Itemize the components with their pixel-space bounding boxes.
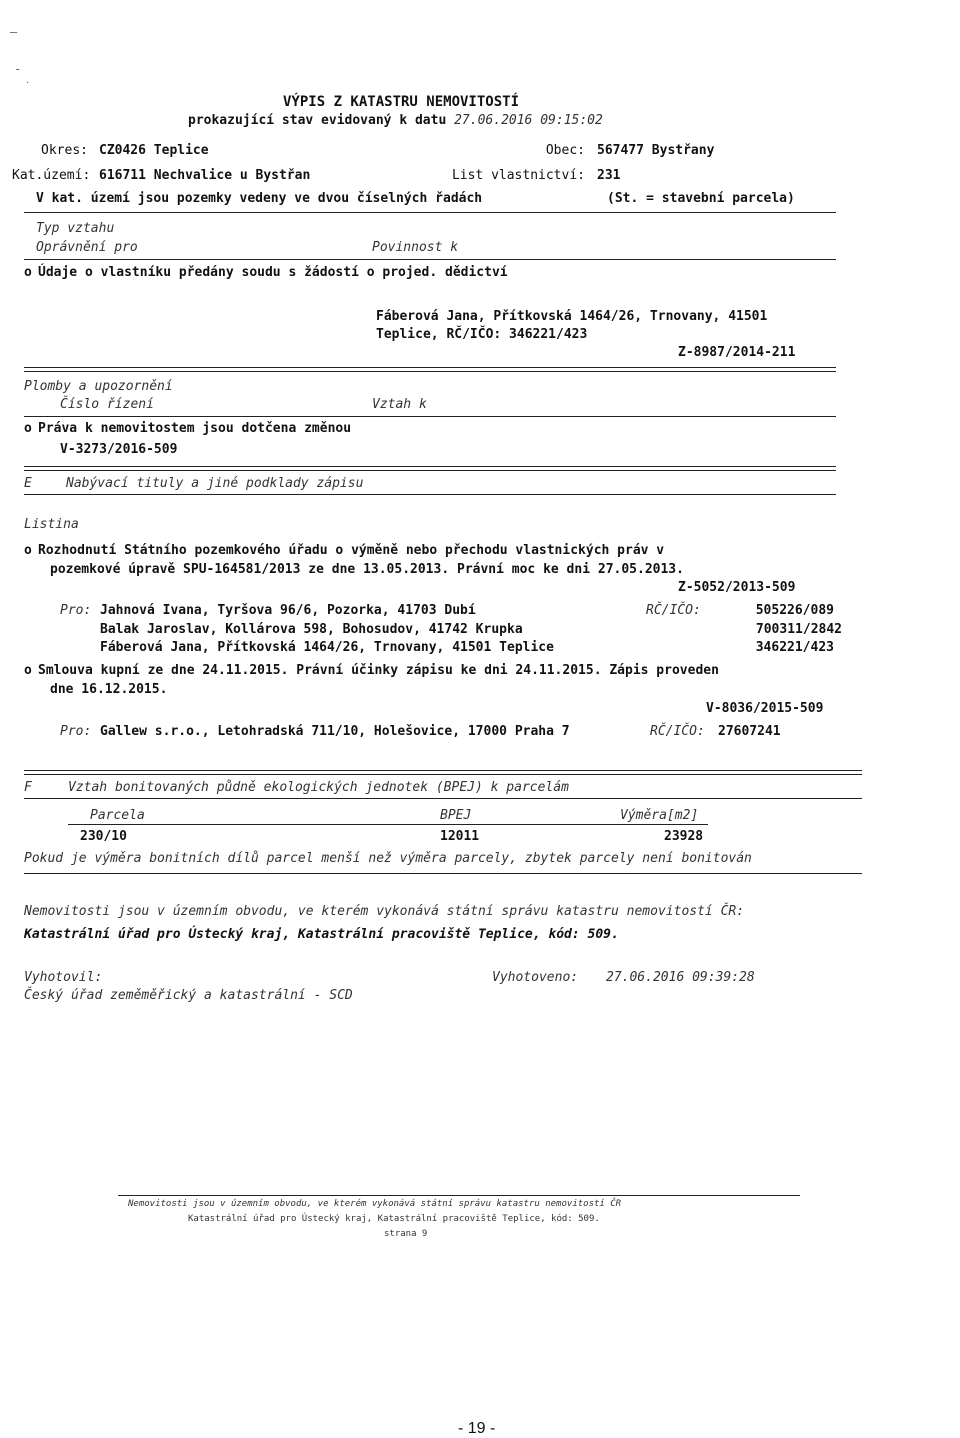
vztah-k-heading: Vztah k [372,397,427,412]
footer-page-label: strana 9 [384,1229,428,1239]
pro-label: Pro: [60,603,92,618]
listina-item-1-line1: o Rozhodnutí Státního pozemkového úřadu o výměně nebo přechodu vlastnických práv v [24,543,665,558]
pro-label-2: Pro: [60,724,92,739]
double-divider [24,770,862,775]
typ-vztahu-heading: Typ vztahu [36,221,115,236]
plomby-heading: Plomby a upozornění [24,379,173,394]
plomby-item: o Práva k nemovitostem jsou dotčena změnou [24,421,352,436]
page-number: - 19 - [458,1420,496,1437]
bpej-col-bpej: BPEJ [440,808,472,823]
rc-label: RČ/IČO: [646,603,701,618]
typ-item: o Údaje o vlastníku předány soudu s žádostí o projed. dědictví [24,265,508,280]
company-row: Gallew s.r.o., Letohradská 711/10, Holešovice, 17000 Praha 7 [100,724,570,739]
section-f-title: Vztah bonitovaných půdně ekologických jednotek (BPEJ) k parcelám [68,780,569,795]
rc-label-2: RČ/IČO: [650,724,705,739]
footer-small-line-2: Katastrální úřad pro Ústecký kraj, Katastrální pracoviště Teplice, kód: 509. [188,1214,600,1224]
bpej-col-vymera: Výměra[m2] [620,808,699,823]
scan-mark: ˙ [24,80,32,94]
opravneni-pro-heading: Oprávnění pro [36,240,138,255]
scan-mark: - [14,62,22,76]
katuzemi-value: 616711 Nechvalice u Bystřan [99,168,311,183]
section-e-letter: E [24,476,32,491]
okres-value: CZ0426 Teplice [99,143,209,158]
person-rc-1: 505226/089 [755,603,834,618]
numbering-note: V kat. území jsou pozemky vedeny ve dvou číselných řadách [36,191,483,206]
vyhotovil-label: Vyhotovil: [24,970,103,985]
divider [24,494,836,495]
okres-label: Okres: [41,143,88,158]
divider [24,873,862,874]
divider [24,798,862,799]
document-subtitle: prokazující stav evidovaný k datu 27.06.2016 09:15:02 [188,113,603,128]
divider [24,416,836,417]
person-rc-3: 346221/423 [755,640,834,655]
scan-mark: – [10,25,18,39]
person-row-2: Balak Jaroslav, Kollárova 598, Bohosudov, 41742 Krupka [100,622,523,637]
document-title: VÝPIS Z KATASTRU NEMOVITOSTÍ [283,94,520,110]
bullet-icon: o [24,543,32,558]
bpej-row-vymera: 23928 [664,829,704,844]
bullet-icon: o [24,663,32,678]
person-row-1: Jahnová Ivana, Tyršova 96/6, Pozorka, 41703 Dubí [100,603,476,618]
company-ico: 27607241 [718,724,781,739]
listina-label: Listina [24,517,79,532]
office-line-1: Nemovitosti jsou v územním obvodu, ve kterém vykonává státní správu katastru nemovitostí ČR: [24,904,745,919]
divider [68,824,708,825]
vyhotoveno-value: 27.06.2016 09:39:28 [606,970,755,985]
lv-value: 231 [597,168,621,183]
owner-address-line2: Teplice, RČ/IČO: 346221/423 [376,327,588,342]
double-divider [24,367,836,372]
numbering-note-right: (St. = stavební parcela) [607,191,795,206]
divider [24,259,836,260]
bpej-note: Pokud je výměra bonitních dílů parcel menší než výměra parcely, zbytek parcely není bonitován [24,851,752,866]
person-row-3: Fáberová Jana, Přítkovská 1464/26, Trnovany, 41501 Teplice [100,640,554,655]
listina-item-1-reference: Z-5052/2013-509 [678,580,796,595]
vyhotoveno-label: Vyhotoveno: [492,970,579,985]
footer-small-line-1: Nemovitosti jsou v územním obvodu, ve kterém vykonává státní správu katastru nemovitostí ČR [128,1199,622,1209]
section-f-letter: F [24,780,32,795]
listina-item-2-line1: o Smlouva kupní ze dne 24.11.2015. Právní účinky zápisu ke dni 24.11.2015. Zápis proveden [24,663,719,678]
owner-address-line1: Fáberová Jana, Přítkovská 1464/26, Trnovany, 41501 [376,309,768,324]
divider [24,212,836,213]
listina-item-2-line2: dne 16.12.2015. [50,682,168,697]
bpej-col-parcela: Parcela [90,808,145,823]
bullet-icon: o [24,421,32,436]
listina-item-2-reference: V-8036/2015-509 [706,701,824,716]
person-rc-2: 700311/2842 [755,622,842,637]
bpej-row-bpej: 12011 [440,829,480,844]
cislo-rizeni-heading: Číslo řízení [60,397,154,412]
listina-item-1-line2: pozemkové úpravě SPU-164581/2013 ze dne 13.05.2013. Právní moc ke dni 27.05.2013. [50,562,684,577]
povinnost-k-heading: Povinnost k [372,240,459,255]
office-line-2: Katastrální úřad pro Ústecký kraj, Katastrální pracoviště Teplice, kód: 509. [24,927,619,942]
katuzemi-label: Kat.území: [12,168,91,183]
plomby-reference: V-3273/2016-509 [60,442,178,457]
obec-label: Obec: [545,143,585,158]
obec-value: 567477 Bystřany [597,143,715,158]
lv-label: List vlastnictví: [451,168,585,183]
typ-reference: Z-8987/2014-211 [678,345,796,360]
double-divider [24,466,836,471]
vyhotovil-value: Český úřad zeměměřický a katastrální - SCD [24,988,353,1003]
section-e-title: Nabývací tituly a jiné podklady zápisu [66,476,364,491]
footer-divider [118,1195,800,1196]
bullet-icon: o [24,265,32,280]
bpej-row-parcela: 230/10 [80,829,127,844]
